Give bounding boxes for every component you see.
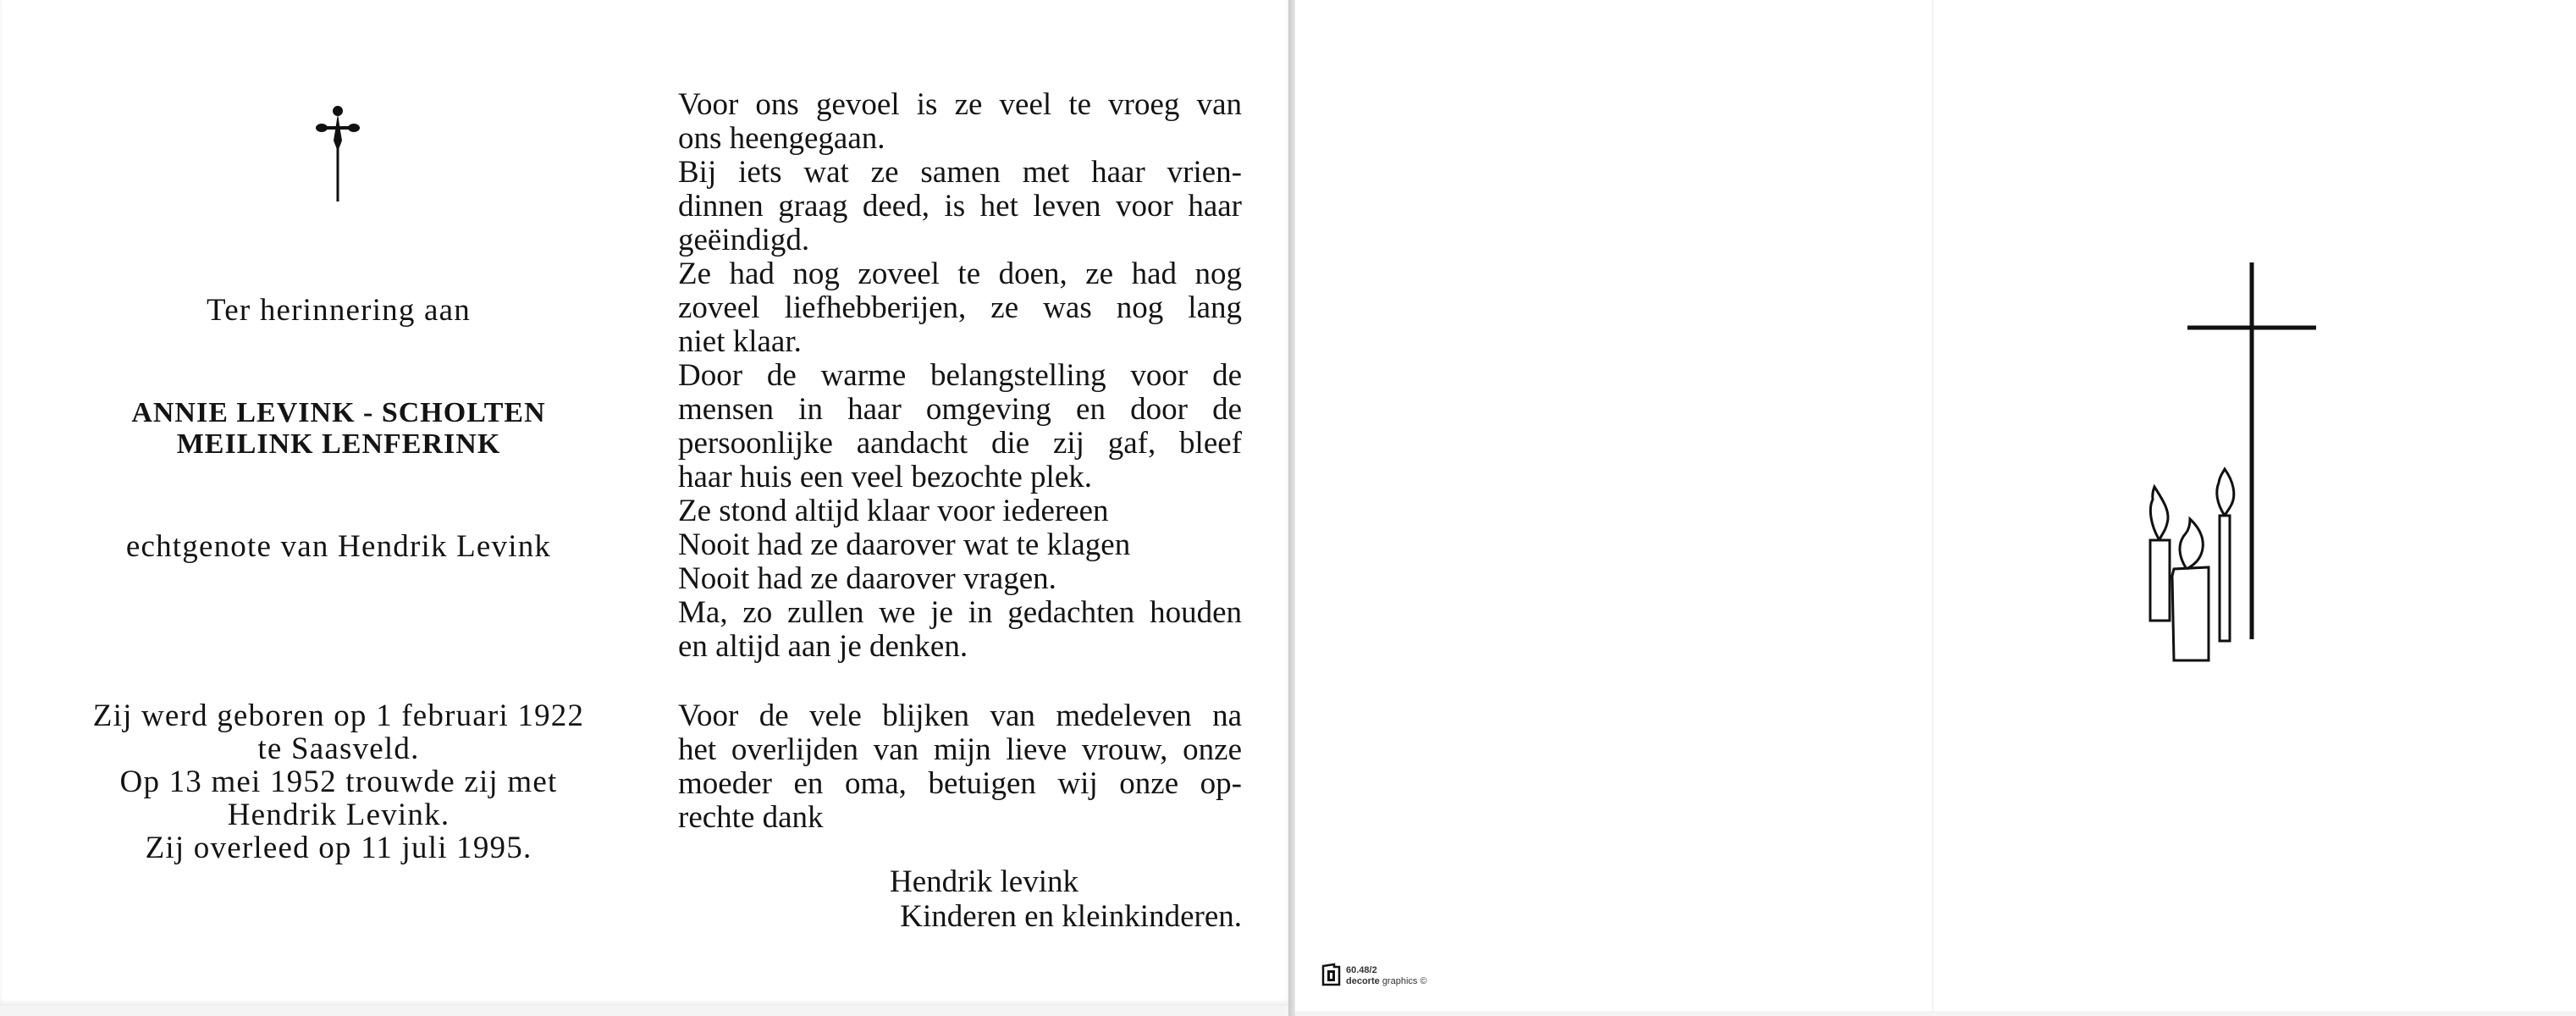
cross-candles-illustration xyxy=(2133,254,2336,669)
poem-line: en altijd aan je denken. xyxy=(678,629,968,664)
bio-line: Zij overleed op 11 juli 1995. xyxy=(145,831,532,865)
poem-line: Voor ons gevoel is ze veel te vroeg van xyxy=(678,87,1242,122)
bio-line: Zij werd geboren op 1 februari 1922 xyxy=(92,698,585,733)
thanks-line: moeder en oma, betuigen wij onze op- xyxy=(678,766,1242,801)
thanks-line: rechte dank xyxy=(678,800,824,835)
poem-line: persoonlijke aandacht die zij gaf, bleef xyxy=(678,426,1242,461)
card-spine xyxy=(1288,0,1295,1016)
printer-suffix: graphics © xyxy=(1382,976,1427,986)
spouse-text: echtgenote van Hendrik Levink xyxy=(125,529,552,564)
poem-line: Nooit had ze daarover wat te klagen xyxy=(678,527,1131,562)
printer-code: 60.48/2 xyxy=(1346,965,1377,975)
fold-line xyxy=(1932,0,1933,1011)
thanks-line: het overlijden van mijn lieve vrouw, onze xyxy=(678,732,1242,767)
intro-text: Ter herinnering aan xyxy=(207,293,471,328)
deceased-name: ANNIE LEVINK - SCHOLTEN xyxy=(131,397,546,428)
poem-line: niet klaar. xyxy=(678,324,802,359)
bio-line: Op 13 mei 1952 trouwde zij met xyxy=(119,765,558,799)
poem-line: Nooit had ze daarover vragen. xyxy=(678,561,1056,596)
poem-line: Ze stond altijd klaar voor iedereen xyxy=(678,494,1109,528)
bio-line: te Saasveld. xyxy=(257,732,420,766)
poem-line: mensen in haar omgeving en door de xyxy=(678,392,1242,427)
thanks-line: Voor de vele blijken van medeleven na xyxy=(678,698,1242,733)
signature-name: Hendrik levink xyxy=(890,864,1078,899)
poem-line: Door de warme belangstelling voor de xyxy=(678,358,1242,393)
poem-line: haar huis een veel bezochte plek. xyxy=(678,460,1092,494)
poem-line: Bij iets wat ze samen met haar vrien- xyxy=(678,155,1242,190)
printer-mark xyxy=(1346,965,1427,987)
bio-line: Hendrik Levink. xyxy=(227,798,450,832)
poem-line: geëindigd. xyxy=(678,223,810,257)
decorte-graphics-logo-icon xyxy=(1321,962,1343,987)
poem-line: Ze had nog zoveel te doen, ze had nog xyxy=(678,257,1242,291)
cross-icon xyxy=(315,105,361,203)
poem-line: zoveel liefhebberijen, ze was nog lang xyxy=(678,290,1242,325)
signature-family: Kinderen en kleinkinderen. xyxy=(900,899,1242,934)
back-cover xyxy=(1295,0,2576,1011)
deceased-maiden-names: MEILINK LENFERINK xyxy=(176,428,501,460)
printer-name: decorte xyxy=(1346,976,1380,986)
poem-line: Ma, zo zullen we je in gedachten houden xyxy=(678,595,1242,630)
poem-line: dinnen graag deed, is het leven voor haar xyxy=(678,189,1242,224)
poem-line: ons heengegaan. xyxy=(678,121,885,156)
